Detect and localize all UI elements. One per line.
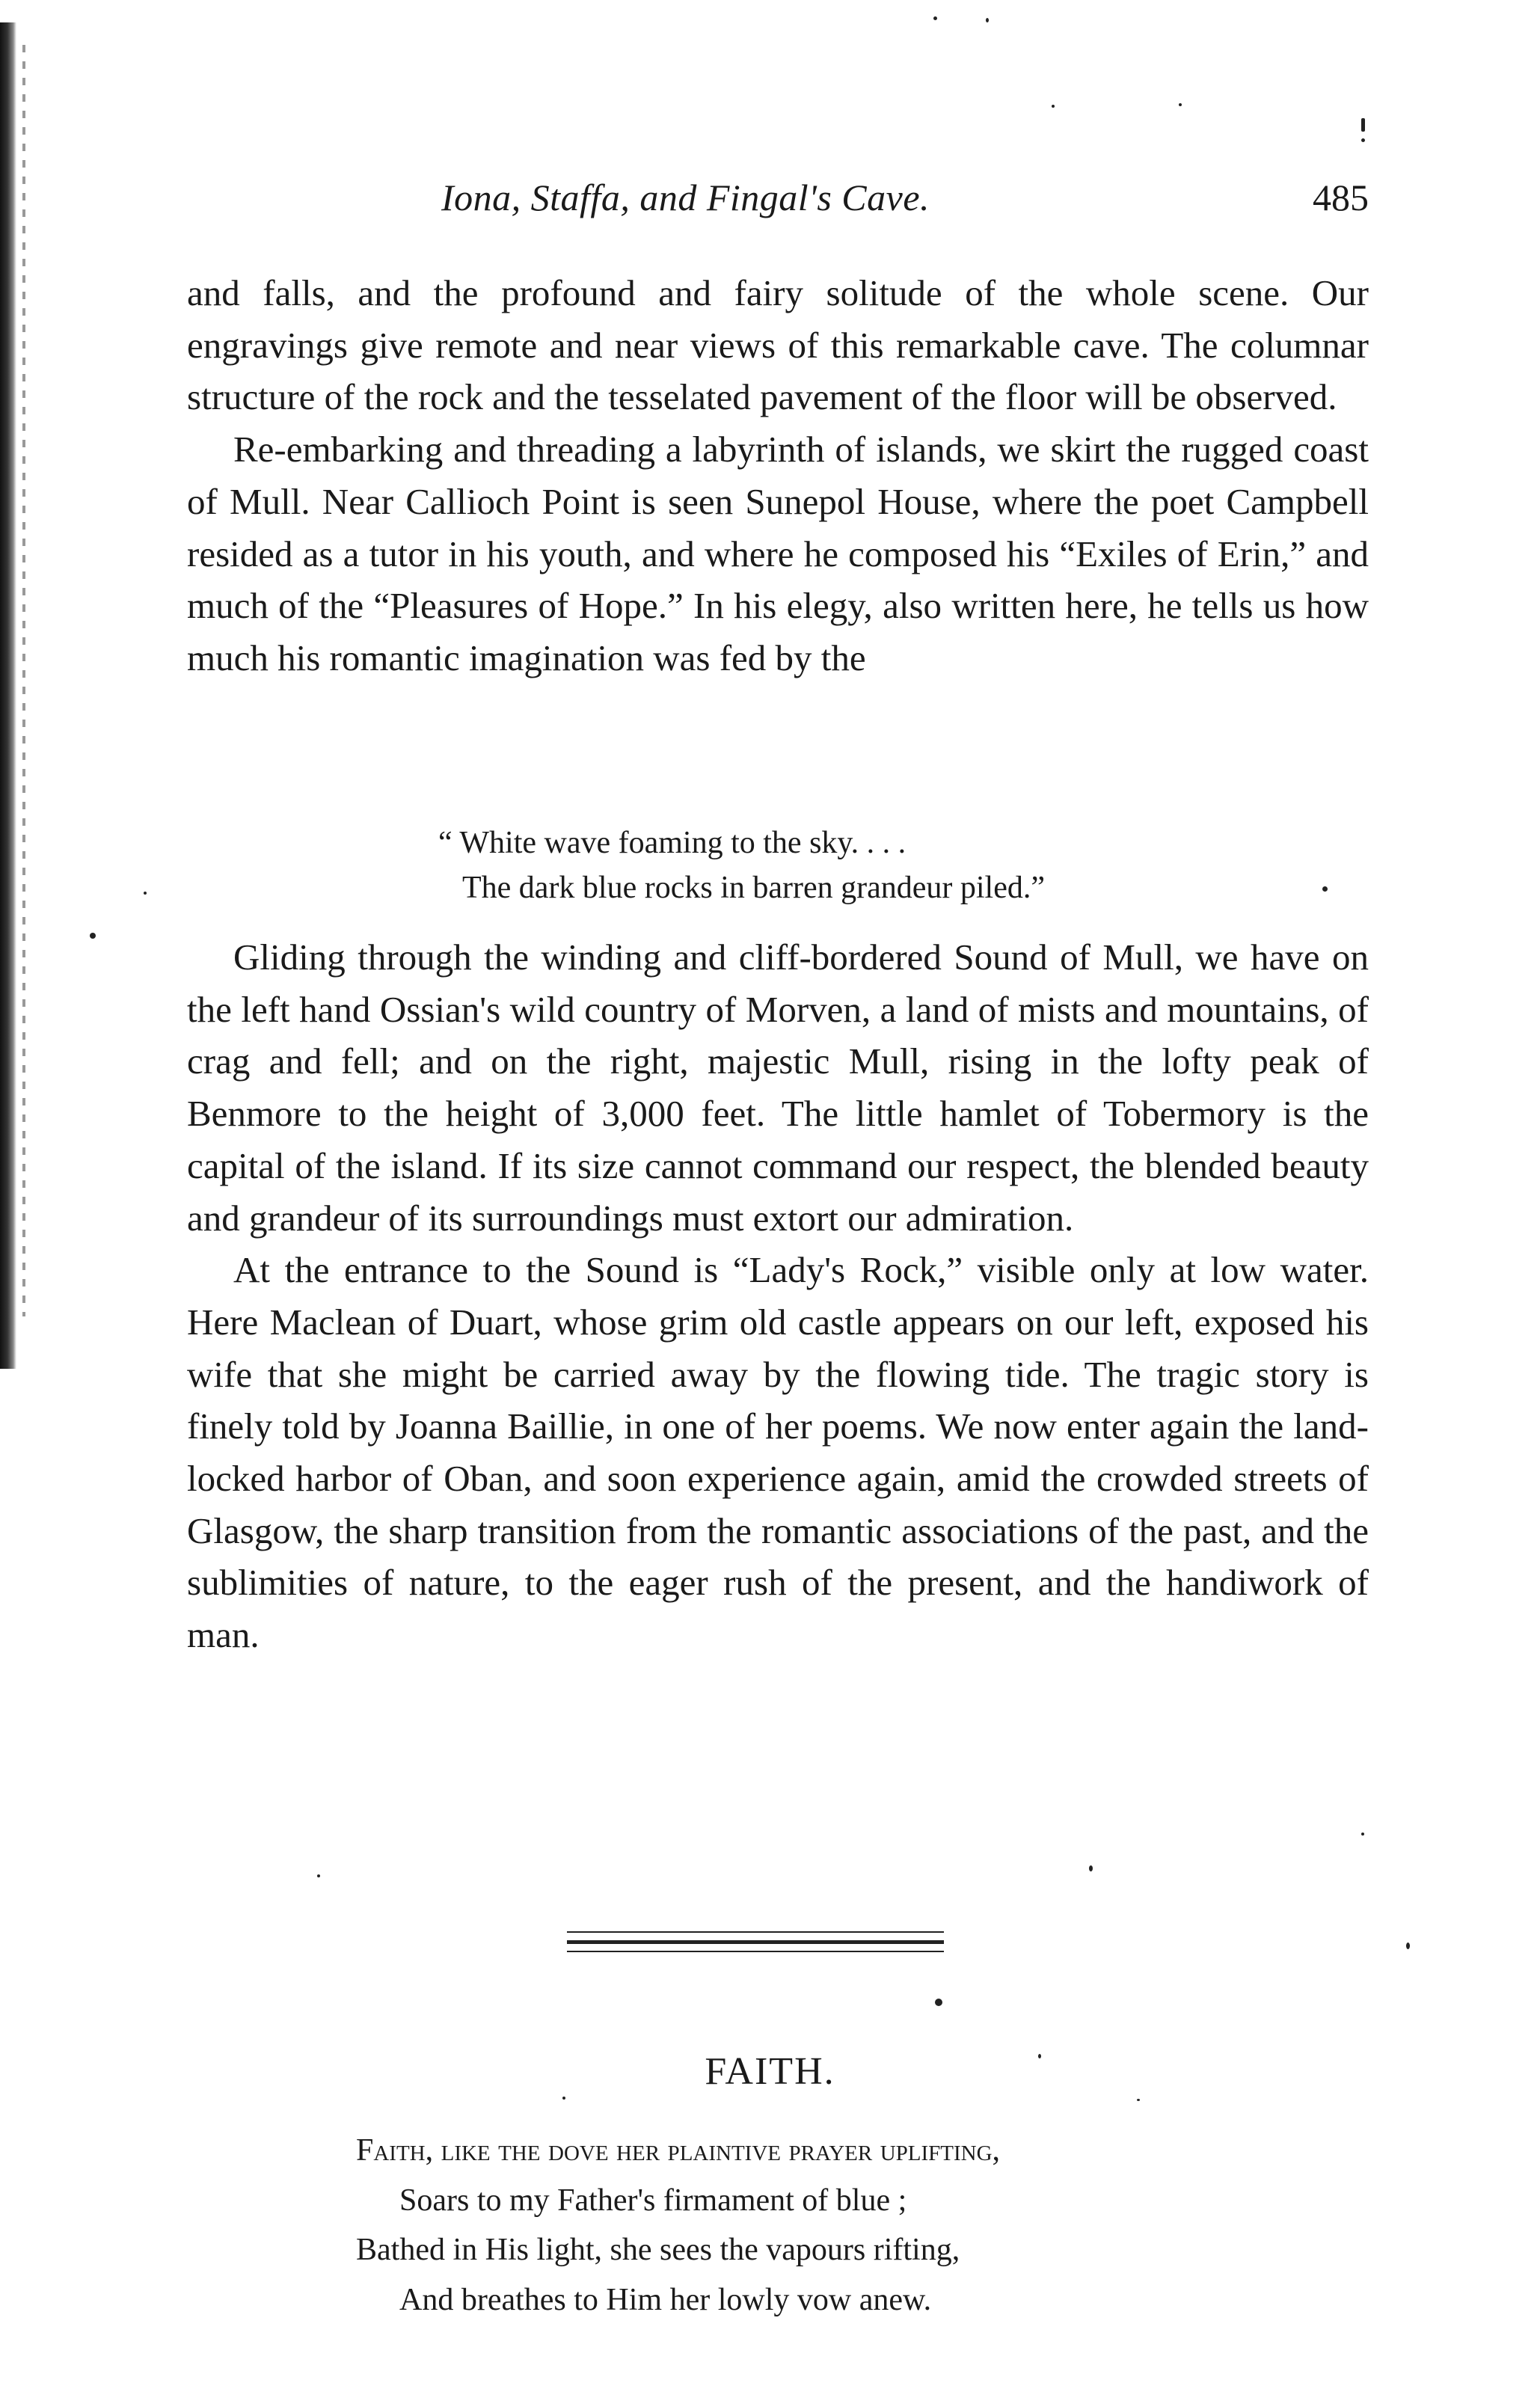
- poem-title: FAITH.: [705, 2050, 835, 2093]
- paragraph-campbell: Re-embarking and threading a labyrinth of islands, we skirt the rugged coast of Mull. Near Callioch Point is seen Sunepol House, where the poet Campbell resided as a tutor in his youth, and where he composed his “Exiles of Erin,” and much of the “Pleasures of Hope.” In his elegy, also written here, he tells us how much his romantic imagination was fed by the: [187, 429, 1369, 678]
- scan-speck: [562, 2097, 565, 2100]
- page-header: [187, 174, 1369, 226]
- scan-edge-artifact: [22, 45, 25, 1316]
- scan-speck: [1322, 886, 1328, 892]
- poem-line: Faith, like the dove her plaintive prayer uplifting,: [356, 2133, 1001, 2168]
- scan-speck: [1089, 1865, 1093, 1871]
- scan-speck: [144, 892, 147, 895]
- poem-line: Soars to my Father's firmament of blue ;: [399, 2183, 907, 2218]
- scan-speck: [1361, 118, 1365, 132]
- scan-speck: [933, 16, 937, 20]
- scan-speck: [1137, 2099, 1140, 2101]
- scan-edge-shadow: [0, 22, 16, 1369]
- quote-line: “ White wave foaming to the sky. . . .: [438, 826, 906, 860]
- scan-speck: [90, 933, 96, 939]
- scan-speck: [986, 18, 989, 22]
- poem: [356, 2126, 1000, 2325]
- page-number: 485: [1313, 177, 1369, 218]
- section-divider-top: [567, 1931, 944, 1933]
- section-divider-bottom: [567, 1951, 944, 1952]
- prose-block-top: [187, 267, 1369, 684]
- poem-line: Bathed in His light, she sees the vapours rifting,: [356, 2233, 960, 2267]
- block-quote: [438, 821, 1045, 910]
- paragraph-continued: and falls, and the profound and fairy solitude of the whole scene. Our engravings give remote and near views of this remarkable cave. The columnar structure of the rock and the tesselated pavement of the floor will be observed.: [187, 272, 1369, 418]
- scan-speck: [1179, 103, 1182, 106]
- quote-line: The dark blue rocks in barren grandeur piled.”: [462, 871, 1046, 905]
- scan-speck: [1052, 105, 1055, 108]
- paragraph-ladys-rock: At the entrance to the Sound is “Lady's Rock,” visible only at low water. Here Maclean of Duart, whose grim old castle appears on our left, exposed his wife that she might be carried away by the flowing tide. The tragic story is finely told by Joanna Baillie, in one of her poems. We now enter again the land-locked harbor of Oban, and soon experience again, amid the crowded streets of Glasgow, the sharp transition from the romantic associations of the past, and the sublimities of nature, to the eager rush of the present, and the handiwork of man.: [187, 1249, 1369, 1656]
- paragraph-sound-of-mull: Gliding through the winding and cliff-bordered Sound of Mull, we have on the left hand Ossian's wild country of Morven, a land of mists and mountains, of crag and fell; and on the right, majestic Mull, rising in the lofty peak of Benmore to the height of 3,000 feet. The little hamlet of Tobermory is the capital of the island. If its size cannot command our respect, the blended beauty and grandeur of its surroundings must extort our admiration.: [187, 936, 1369, 1239]
- prose-block-bottom: [187, 931, 1369, 1661]
- scan-speck: [317, 1874, 320, 1877]
- scan-speck: [1406, 1942, 1410, 1949]
- running-title: Iona, Staffa, and Fingal's Cave.: [441, 177, 930, 218]
- poem-line: And breathes to Him her lowly vow anew.: [399, 2282, 932, 2317]
- scan-speck: [935, 1999, 942, 2006]
- section-divider-middle: [567, 1940, 944, 1944]
- scan-speck: [1361, 138, 1365, 142]
- scan-speck: [1361, 1833, 1364, 1836]
